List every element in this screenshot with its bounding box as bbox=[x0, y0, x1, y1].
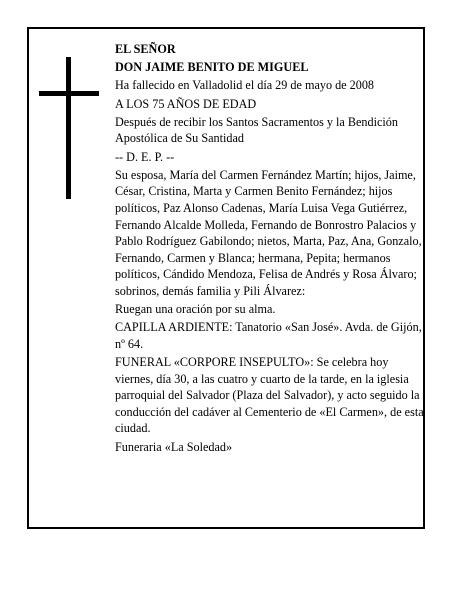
notice-title: EL SEÑOR bbox=[115, 42, 176, 56]
cross-vertical-bar bbox=[66, 57, 71, 199]
age-at-death: A LOS 75 AÑOS DE EDAD bbox=[115, 96, 257, 111]
death-info: Ha fallecido en Valladolid el día 29 de mayo de 2008 bbox=[115, 78, 375, 93]
notice-text bbox=[115, 41, 427, 457]
rip-text: -- D. E. P. -- bbox=[115, 149, 175, 164]
obituary-notice bbox=[27, 27, 425, 529]
cross-icon bbox=[39, 57, 99, 199]
deceased-name: DON JAIME BENITO DE MIGUEL bbox=[115, 60, 309, 75]
family-list: Su esposa, María del Carmen Fernández Martín; hijos, Jaime, César, Cristina, Marta y Carmen Benito Fernández; hijos políticos, Paz Alonso Cadenas, María Luisa Vega Gutiérrez, Fernando Alcalde Molleda, Fernando de Bonrostro Palacios y Pablo Rodríguez Gabilondo; nietos, Marta, Paz, Ana, Gonzalo, Fernando, Carmen y Blanca; hermana, Pepita; hermanos políticos, Cándido Mendoza, Felisa de Andrés y Rosa Álvaro; sobrinos, demás familia y Pili Álvarez: bbox=[115, 167, 422, 298]
sacraments-text: Después de recibir los Santos Sacramentos y la Bendición Apostólica de Su Santidad bbox=[115, 114, 398, 146]
prayer-request: Ruegan una oración por su alma. bbox=[115, 302, 276, 317]
chapel-info: CAPILLA ARDIENTE: Tanatorio «San José». Avda. de Gijón, nº 64. bbox=[115, 320, 422, 351]
funeral-home: Funeraria «La Soledad» bbox=[115, 439, 233, 454]
cross-horizontal-bar bbox=[39, 91, 99, 96]
funeral-info: FUNERAL «CORPORE INSEPULTO»: Se celebra hoy viernes, día 30, a las cuatro y cuarto de la tarde, en la iglesia parroquial del Salvador (Plaza del Salvador), y acto seguido la conducción del cadáver al Cementerio de «El Carmen», de esta ciudad. bbox=[115, 355, 424, 436]
